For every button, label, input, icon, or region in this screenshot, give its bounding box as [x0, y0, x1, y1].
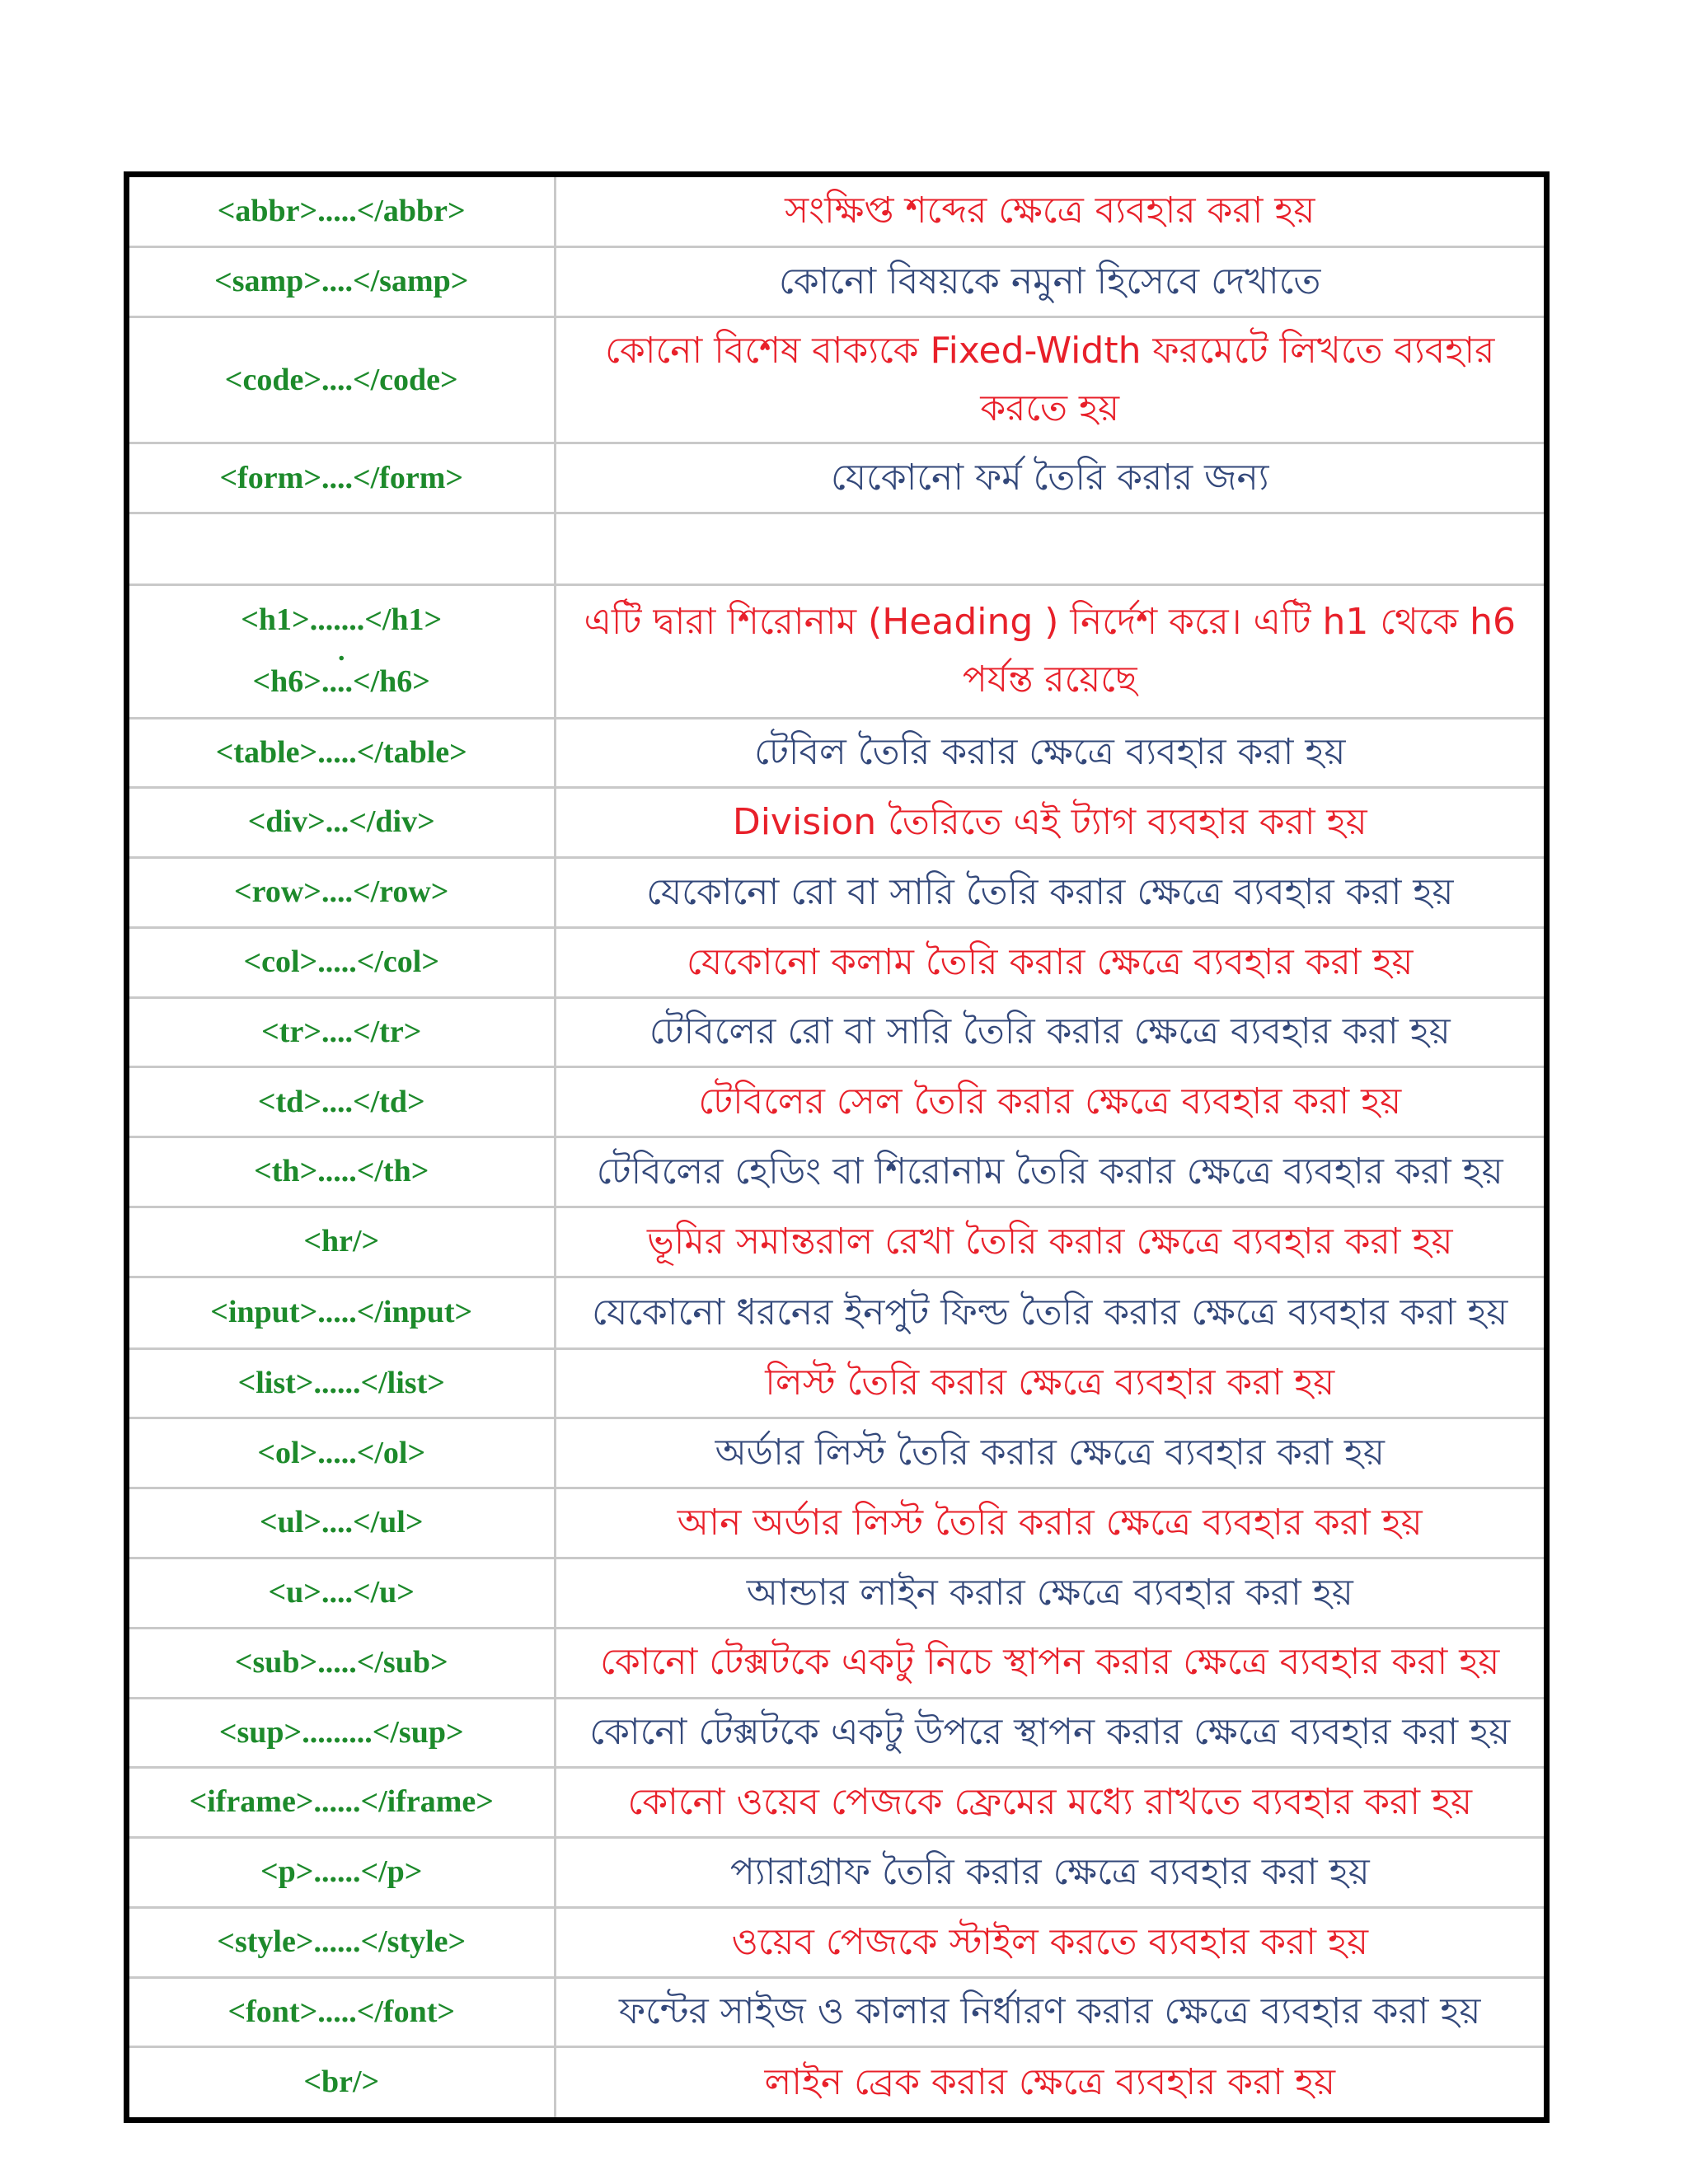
tag-name: <abbr>.....</abbr> — [217, 193, 466, 228]
tag-cell — [129, 1628, 555, 1698]
table-row — [129, 1558, 1544, 1628]
tag-cell — [129, 1838, 555, 1908]
tag-description-table — [129, 177, 1544, 2117]
tag-name-end: <h6>....</h6> — [252, 663, 430, 699]
tag-cell — [129, 443, 555, 513]
tag-cell — [129, 247, 555, 317]
description-cell: যেকোনো ধরনের ইনপুট ফিল্ড তৈরি করার ক্ষেত্রে ব্যবহার করা হয় — [555, 1277, 1544, 1348]
tag-cell — [129, 1977, 555, 2047]
tag-name: <list>......</list> — [237, 1365, 445, 1400]
tag-cell — [129, 1207, 555, 1277]
description-cell: টেবিলের রো বা সারি তৈরি করার ক্ষেত্রে ব্যবহার করা হয় — [555, 997, 1544, 1067]
table-row — [129, 788, 1544, 858]
description-cell: আন্ডার লাইন করার ক্ষেত্রে ব্যবহার করা হয় — [555, 1558, 1544, 1628]
table-row — [129, 513, 1544, 585]
tag-cell — [129, 927, 555, 997]
description-cell: কোনো বিশেষ বাক্যকে Fixed-Width ফরমেটে লিখতে ব্যবহার করতে হয় — [555, 317, 1544, 443]
tag-cell — [129, 858, 555, 928]
description-cell — [555, 513, 1544, 585]
table-row — [129, 1838, 1544, 1908]
table-row — [129, 585, 1544, 719]
description-cell: সংক্ষিপ্ত শব্দের ক্ষেত্রে ব্যবহার করা হয় — [555, 177, 1544, 247]
table-row — [129, 1067, 1544, 1137]
tag-name: <h1>.......</h1> — [241, 602, 443, 638]
table-row — [129, 1768, 1544, 1838]
description-cell: কোনো বিষয়কে নমুনা হিসেবে দেখাতে — [555, 247, 1544, 317]
description-cell: লাইন ব্রেক করার ক্ষেত্রে ব্যবহার করা হয় — [555, 2047, 1544, 2117]
tag-name: <tr>....</tr> — [261, 1014, 422, 1049]
tag-name: <table>.....</table> — [215, 734, 467, 770]
tag-name: <style>......</style> — [217, 1924, 467, 1959]
description-cell: ফন্টের সাইজ ও কালার নির্ধারণ করার ক্ষেত্রে ব্যবহার করা হয় — [555, 1977, 1544, 2047]
tag-cell — [129, 1277, 555, 1348]
tag-cell — [129, 2047, 555, 2117]
table-row — [129, 1348, 1544, 1418]
description-cell: যেকোনো রো বা সারি তৈরি করার ক্ষেত্রে ব্যবহার করা হয় — [555, 858, 1544, 928]
tag-name: <input>.....</input> — [210, 1294, 473, 1329]
tag-cell — [129, 1768, 555, 1838]
tag-cell — [129, 1558, 555, 1628]
table-row — [129, 1698, 1544, 1768]
tag-cell — [129, 513, 555, 585]
tag-name: <th>.....</th> — [254, 1154, 429, 1189]
table-row — [129, 1418, 1544, 1488]
tag-name: <code>....</code> — [224, 362, 458, 397]
tag-name: <td>....</td> — [257, 1084, 425, 1119]
table-row — [129, 247, 1544, 317]
description-cell: কোনো টেক্সটকে একটু উপরে স্থাপন করার ক্ষেত্রে ব্যবহার করা হয় — [555, 1698, 1544, 1768]
description-cell: অর্ডার লিস্ট তৈরি করার ক্ষেত্রে ব্যবহার করা হয় — [555, 1418, 1544, 1488]
tag-cell — [129, 177, 555, 247]
description-cell: প্যারাগ্রাফ তৈরি করার ক্ষেত্রে ব্যবহার করা হয় — [555, 1838, 1544, 1908]
table-row — [129, 1977, 1544, 2047]
tag-cell — [129, 718, 555, 788]
tag-name: <u>....</u> — [268, 1575, 415, 1610]
table-row — [129, 2047, 1544, 2117]
table-row — [129, 1907, 1544, 1977]
table-row — [129, 858, 1544, 928]
tag-cell — [129, 1488, 555, 1558]
tag-name: <div>...</div> — [247, 804, 435, 840]
tag-name: <iframe>......</iframe> — [189, 1784, 494, 1820]
description-cell: টেবিল তৈরি করার ক্ষেত্রে ব্যবহার করা হয় — [555, 718, 1544, 788]
description-cell: আন অর্ডার লিস্ট তৈরি করার ক্ষেত্রে ব্যবহার করা হয় — [555, 1488, 1544, 1558]
description-cell: টেবিলের হেডিং বা শিরোনাম তৈরি করার ক্ষেত্রে ব্যবহার করা হয় — [555, 1137, 1544, 1207]
description-cell: Division তৈরিতে এই ট্যাগ ব্যবহার করা হয় — [555, 788, 1544, 858]
tag-name: <col>.....</col> — [243, 944, 440, 980]
html-tag-table — [124, 171, 1550, 2123]
table-row — [129, 927, 1544, 997]
tag-cell — [129, 585, 555, 719]
tag-cell — [129, 1348, 555, 1418]
table-row — [129, 1207, 1544, 1277]
tag-cell — [129, 1418, 555, 1488]
tag-cell — [129, 1137, 555, 1207]
table-row — [129, 997, 1544, 1067]
table-body — [129, 177, 1544, 2117]
tag-cell — [129, 1067, 555, 1137]
tag-cell — [129, 788, 555, 858]
description-cell: যেকোনো ফর্ম তৈরি করার জন্য — [555, 443, 1544, 513]
tag-name: <ol>.....</ol> — [257, 1435, 426, 1470]
tag-name: <p>......</p> — [260, 1854, 423, 1890]
table-row — [129, 317, 1544, 443]
tag-cell — [129, 1907, 555, 1977]
description-cell: কোনো টেক্সটকে একটু নিচে স্থাপন করার ক্ষেত্রে ব্যবহার করা হয় — [555, 1628, 1544, 1698]
tag-cell — [129, 997, 555, 1067]
tag-name: <hr/> — [303, 1224, 380, 1259]
table-row — [129, 1137, 1544, 1207]
tag-cell — [129, 317, 555, 443]
description-cell: ভূমির সমান্তরাল রেখা তৈরি করার ক্ষেত্রে ব্যবহার করা হয় — [555, 1207, 1544, 1277]
tag-name: <sub>.....</sub> — [234, 1644, 448, 1680]
description-cell: লিস্ট তৈরি করার ক্ষেত্রে ব্যবহার করা হয় — [555, 1348, 1544, 1418]
table-row — [129, 443, 1544, 513]
table-row — [129, 177, 1544, 247]
tag-name: <br/> — [303, 2064, 380, 2100]
description-cell: এটি দ্বারা শিরোনাম (Heading ) নির্দেশ করে। এটি h1 থেকে h6 পর্যন্ত রয়েছে — [555, 585, 1544, 719]
table-row — [129, 1628, 1544, 1698]
tag-name: <sup>.........</sup> — [218, 1714, 464, 1750]
description-cell: যেকোনো কলাম তৈরি করার ক্ষেত্রে ব্যবহার করা হয় — [555, 927, 1544, 997]
tag-cell — [129, 1698, 555, 1768]
tag-name: <ul>....</ul> — [259, 1505, 424, 1540]
tag-name: <form>....</form> — [219, 460, 464, 495]
tag-name: <font>.....</font> — [227, 1994, 456, 2029]
description-cell: টেবিলের সেল তৈরি করার ক্ষেত্রে ব্যবহার করা হয় — [555, 1067, 1544, 1137]
table-row — [129, 1277, 1544, 1348]
tag-name: <row>....</row> — [234, 874, 449, 910]
description-cell: ওয়েব পেজকে স্টাইল করতে ব্যবহার করা হয় — [555, 1907, 1544, 1977]
table-row — [129, 1488, 1544, 1558]
tag-range-dot: . — [338, 635, 345, 667]
description-cell: কোনো ওয়েব পেজকে ফ্রেমের মধ্যে রাখতে ব্যবহার করা হয় — [555, 1768, 1544, 1838]
table-row — [129, 718, 1544, 788]
tag-name: <samp>....</samp> — [214, 264, 469, 299]
